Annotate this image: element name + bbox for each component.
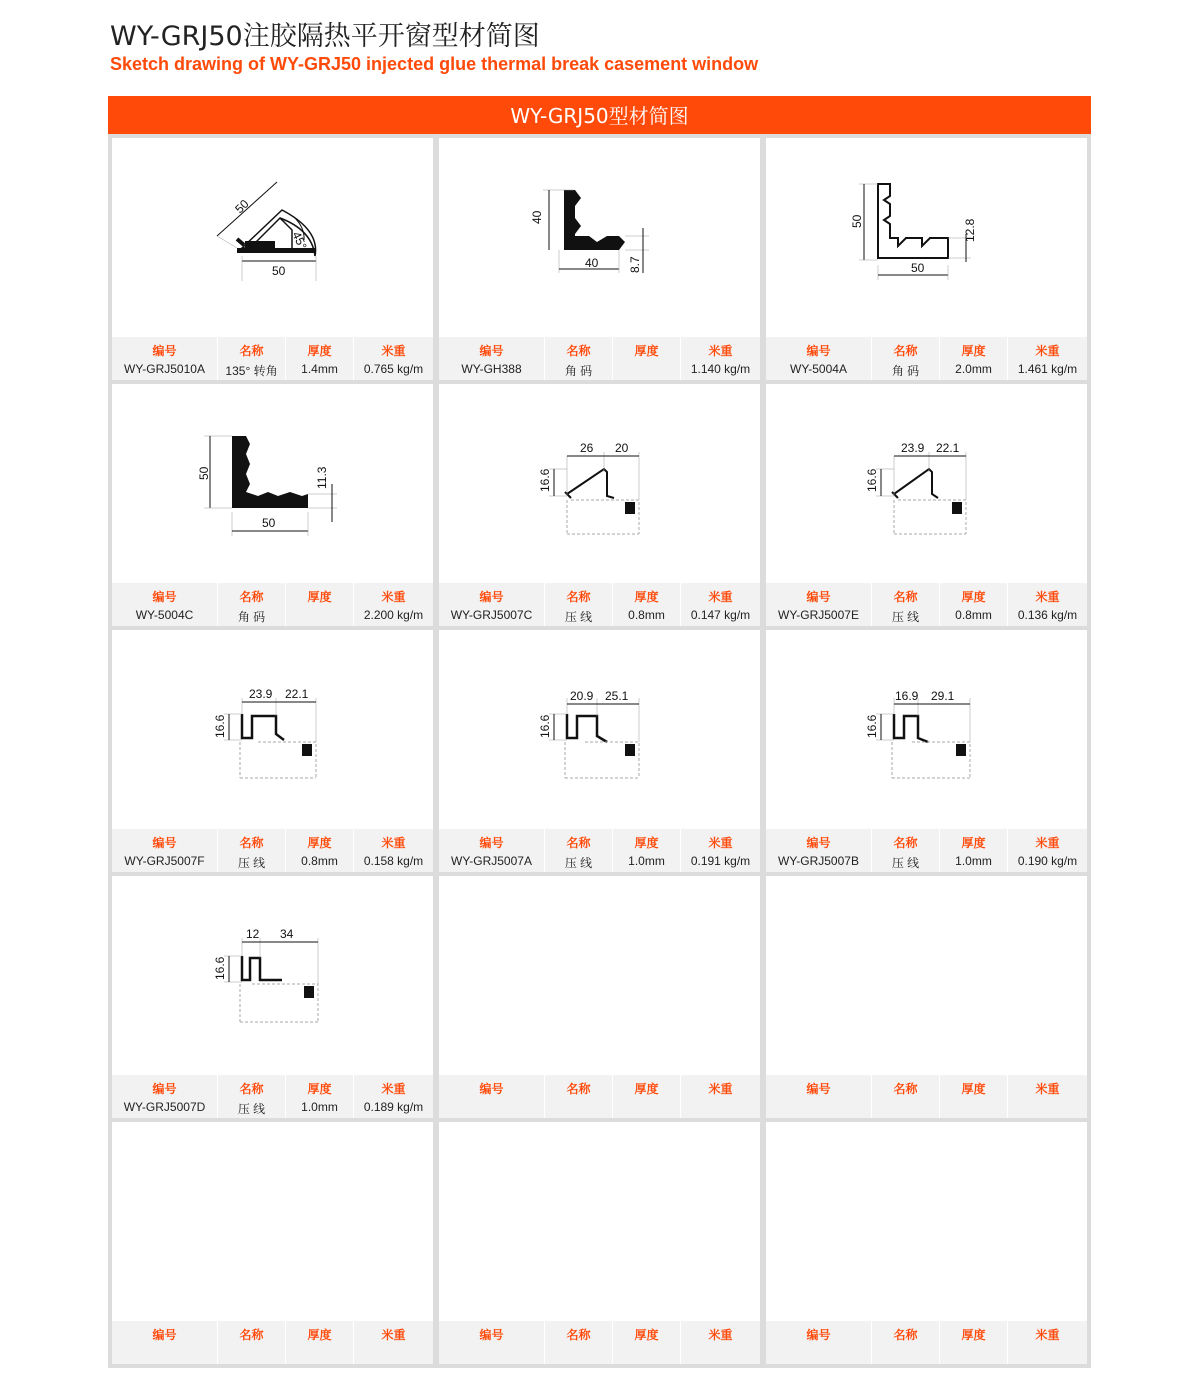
name-header: 名称 [566, 1328, 591, 1342]
weight-value: 0.765 kg/m [363, 362, 424, 376]
name-value: 压 线 [564, 610, 593, 624]
dim-label: 16.6 [865, 468, 879, 492]
weight-header: 米重 [1035, 836, 1060, 850]
dim-label: 20.9 [570, 689, 594, 703]
dim-label: 16.6 [538, 468, 552, 492]
profile-drawing [439, 384, 760, 582]
code-header: 编号 [152, 1328, 177, 1342]
spec-row [439, 1075, 760, 1118]
spec-row [439, 829, 760, 872]
name-value: 压 线 [891, 856, 920, 870]
profile-card [112, 384, 433, 626]
thickness-header: 厚度 [634, 1082, 659, 1096]
spec-row [439, 583, 760, 626]
name-value: 角 码 [564, 364, 593, 378]
dim-label: 12 [246, 927, 260, 941]
name-header: 名称 [566, 836, 591, 850]
dim-label: 11.3 [315, 466, 329, 489]
dim-label: 50 [232, 196, 252, 217]
code-header: 编号 [152, 836, 177, 850]
profile-drawing [766, 630, 1087, 828]
name-value: 角 码 [237, 610, 266, 624]
name-value: 压 线 [237, 1102, 266, 1116]
profile-card-empty [112, 1122, 433, 1364]
profile-card [766, 630, 1087, 872]
profile-drawing [439, 630, 760, 828]
profile-card-empty [766, 1122, 1087, 1364]
code-value: WY-GRJ5007D [123, 1100, 206, 1114]
code-header: 编号 [806, 1082, 831, 1096]
name-header: 名称 [566, 344, 591, 358]
dim-label: 20 [615, 441, 629, 455]
weight-header: 米重 [1035, 1082, 1060, 1096]
dim-label: 16.6 [538, 714, 552, 738]
code-header: 编号 [152, 590, 177, 604]
name-value: 角 码 [891, 364, 920, 378]
dim-label: 22.1 [936, 441, 960, 455]
thickness-header: 厚度 [307, 590, 332, 604]
profile-card [766, 384, 1087, 626]
thickness-header: 厚度 [961, 1082, 986, 1096]
thickness-value: 1.0mm [628, 854, 665, 868]
weight-value: 0.158 kg/m [363, 854, 424, 868]
code-value: WY-5004C [135, 608, 194, 622]
dim-label: 16.6 [865, 714, 879, 738]
name-header: 名称 [239, 344, 264, 358]
profile-drawing [112, 138, 433, 336]
dim-label: 23.9 [901, 441, 925, 455]
profile-card [112, 138, 433, 380]
profile-card-empty [439, 1122, 760, 1364]
page-title: WY-GRJ50注胶隔热平开窗型材简图 [110, 21, 540, 52]
name-header: 名称 [239, 836, 264, 850]
thickness-value: 1.0mm [955, 854, 992, 868]
dim-label: 25.1 [605, 689, 629, 703]
profile-card [766, 138, 1087, 380]
code-header: 编号 [806, 344, 831, 358]
name-value: 135° 转角 [225, 364, 278, 378]
weight-header: 米重 [381, 344, 406, 358]
name-header: 名称 [239, 1328, 264, 1342]
thickness-value: 0.8mm [955, 608, 992, 622]
thickness-header: 厚度 [634, 836, 659, 850]
profile-card [439, 384, 760, 626]
weight-header: 米重 [381, 590, 406, 604]
spec-row [112, 583, 433, 626]
name-value: 压 线 [564, 856, 593, 870]
code-header: 编号 [479, 1082, 504, 1096]
dim-label: 16.6 [213, 714, 227, 738]
thickness-header: 厚度 [634, 1328, 659, 1342]
profile-card [112, 630, 433, 872]
profile-card [439, 630, 760, 872]
name-header: 名称 [893, 1328, 918, 1342]
profile-drawing [112, 384, 433, 582]
code-header: 编号 [806, 836, 831, 850]
code-value: WY-5004A [790, 362, 847, 376]
dim-label: 12.8 [963, 218, 977, 242]
spec-row [112, 829, 433, 872]
weight-value: 0.136 kg/m [1017, 608, 1078, 622]
weight-header: 米重 [708, 590, 733, 604]
profile-drawing [439, 138, 760, 336]
thickness-value: 1.0mm [301, 1100, 338, 1114]
spec-row [439, 1321, 760, 1364]
code-header: 编号 [479, 1328, 504, 1342]
thickness-header: 厚度 [961, 590, 986, 604]
spec-row [112, 1321, 433, 1364]
profile-drawing [112, 630, 433, 828]
code-header: 编号 [806, 590, 831, 604]
dim-label: 50 [850, 214, 864, 228]
weight-value: 0.190 kg/m [1017, 854, 1078, 868]
spec-row [766, 583, 1087, 626]
weight-header: 米重 [1035, 344, 1060, 358]
dim-label: 45° [289, 229, 310, 252]
dim-label: 40 [530, 210, 544, 224]
code-value: WY-GRJ5007B [778, 854, 859, 868]
thickness-value: 0.8mm [628, 608, 665, 622]
weight-value: 2.200 kg/m [363, 608, 424, 622]
code-value: WY-GH388 [461, 362, 522, 376]
spec-row [766, 1321, 1087, 1364]
dim-label: 16.6 [213, 956, 227, 980]
dim-label: 8.7 [628, 256, 642, 273]
spec-row [766, 829, 1087, 872]
weight-header: 米重 [708, 836, 733, 850]
weight-header: 米重 [708, 344, 733, 358]
code-value: WY-GRJ5007F [124, 854, 205, 868]
profile-drawing [766, 138, 1087, 336]
code-header: 编号 [479, 590, 504, 604]
name-header: 名称 [239, 1082, 264, 1096]
name-header: 名称 [893, 836, 918, 850]
dim-label: 50 [197, 466, 211, 480]
spec-row [112, 1075, 433, 1118]
weight-header: 米重 [381, 836, 406, 850]
name-header: 名称 [566, 590, 591, 604]
thickness-header: 厚度 [307, 836, 332, 850]
profile-card-empty [439, 876, 760, 1118]
profile-drawing [766, 384, 1087, 582]
profile-card [112, 876, 433, 1118]
dim-label: 26 [580, 441, 594, 455]
dim-label: 23.9 [249, 687, 273, 701]
weight-header: 米重 [1035, 1328, 1060, 1342]
section-banner: WY-GRJ50型材简图 [108, 96, 1091, 134]
name-header: 名称 [893, 344, 918, 358]
profile-grid [108, 134, 1091, 1368]
weight-value: 0.191 kg/m [690, 854, 751, 868]
profile-card-empty [766, 876, 1087, 1118]
weight-header: 米重 [1035, 590, 1060, 604]
spec-row [112, 337, 433, 380]
thickness-header: 厚度 [307, 1082, 332, 1096]
code-header: 编号 [152, 344, 177, 358]
dim-label: 40 [585, 256, 599, 270]
weight-header: 米重 [708, 1328, 733, 1342]
thickness-header: 厚度 [307, 344, 332, 358]
page-subtitle: Sketch drawing of WY-GRJ50 injected glue thermal break casement window [110, 54, 759, 74]
weight-header: 米重 [381, 1082, 406, 1096]
code-header: 编号 [152, 1082, 177, 1096]
code-header: 编号 [479, 836, 504, 850]
thickness-header: 厚度 [634, 590, 659, 604]
weight-value: 0.189 kg/m [363, 1100, 424, 1114]
dim-label: 22.1 [285, 687, 309, 701]
spec-row [766, 337, 1087, 380]
thickness-value: 1.4mm [301, 362, 338, 376]
code-header: 编号 [806, 1328, 831, 1342]
spec-row [766, 1075, 1087, 1118]
name-value: 压 线 [237, 856, 266, 870]
weight-header: 米重 [381, 1328, 406, 1342]
dim-label: 50 [911, 261, 925, 275]
weight-value: 1.461 kg/m [1017, 362, 1078, 376]
weight-value: 1.140 kg/m [690, 362, 751, 376]
thickness-header: 厚度 [961, 344, 986, 358]
dim-label: 16.9 [895, 689, 919, 703]
code-value: WY-GRJ5007E [778, 608, 859, 622]
weight-value: 0.147 kg/m [690, 608, 751, 622]
dim-label: 34 [280, 927, 294, 941]
thickness-header: 厚度 [634, 344, 659, 358]
name-value: 压 线 [891, 610, 920, 624]
profile-card [439, 138, 760, 380]
code-value: WY-GRJ5007C [450, 608, 533, 622]
code-value: WY-GRJ5007A [451, 854, 532, 868]
spec-row [439, 337, 760, 380]
weight-header: 米重 [708, 1082, 733, 1096]
code-value: WY-GRJ5010A [124, 362, 205, 376]
thickness-header: 厚度 [307, 1328, 332, 1342]
name-header: 名称 [893, 1082, 918, 1096]
profile-drawing [112, 876, 433, 1074]
thickness-header: 厚度 [961, 836, 986, 850]
name-header: 名称 [239, 590, 264, 604]
thickness-value: 2.0mm [955, 362, 992, 376]
dim-label: 50 [262, 516, 276, 530]
dim-label: 50 [272, 264, 286, 278]
dim-label: 29.1 [931, 689, 955, 703]
name-header: 名称 [893, 590, 918, 604]
thickness-header: 厚度 [961, 1328, 986, 1342]
code-header: 编号 [479, 344, 504, 358]
thickness-value: 0.8mm [301, 854, 338, 868]
name-header: 名称 [566, 1082, 591, 1096]
